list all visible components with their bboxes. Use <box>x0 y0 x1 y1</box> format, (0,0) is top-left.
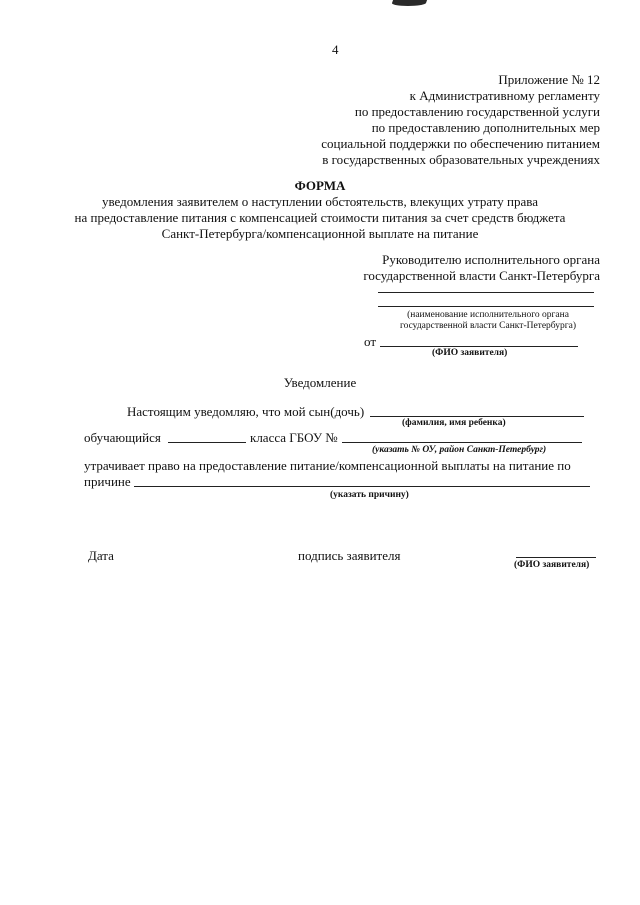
applicant-fio-field[interactable] <box>516 557 596 558</box>
from-label: от <box>364 334 377 349</box>
appendix-line: по предоставлению государственной услуги <box>354 104 600 119</box>
authority-name-field[interactable] <box>378 306 594 307</box>
applicant-name-field[interactable] <box>380 346 578 347</box>
form-subtitle-line: Санкт-Петербурга/компенсационной выплате на питание <box>161 226 479 241</box>
field-hint: (ФИО заявителя) <box>514 560 590 570</box>
reason-field[interactable] <box>134 486 590 487</box>
page-number: 4 <box>332 42 339 57</box>
student-label: обучающийся <box>84 430 161 445</box>
notice-heading: Уведомление <box>283 375 357 390</box>
appendix-line: Приложение № 12 <box>498 72 600 87</box>
class-label: класса ГБОУ № <box>250 430 338 445</box>
authority-name-field[interactable] <box>378 292 594 293</box>
form-title: ФОРМА <box>294 178 346 193</box>
form-subtitle-line: на предоставление питания с компенсацией стоимости питания за счет средств бюджета <box>74 210 566 225</box>
field-hint: (указать причину) <box>330 490 409 500</box>
appendix-line: социальной поддержки по обеспечению питанием <box>321 136 600 151</box>
scan-mark <box>391 0 427 6</box>
class-field[interactable] <box>168 442 246 443</box>
addressee-line: государственной власти Санкт-Петербурга <box>363 268 600 283</box>
field-hint: государственной власти Санкт-Петербурга) <box>399 321 577 331</box>
field-hint: (указать № ОУ, район Санкт-Петербург) <box>372 445 547 455</box>
school-field[interactable] <box>342 442 582 443</box>
signature-label: подпись заявителя <box>298 548 401 563</box>
addressee-line: Руководителю исполнительного органа <box>382 252 600 267</box>
form-subtitle-line: уведомления заявителем о наступлении обстоятельств, влекущих утрату права <box>101 194 539 209</box>
appendix-line: по предоставлению дополнительных мер <box>371 120 600 135</box>
field-hint: (наименование исполнительного органа <box>407 310 569 320</box>
field-hint: (ФИО заявителя) <box>432 348 508 358</box>
child-name-field[interactable] <box>370 416 584 417</box>
reason-label: причине <box>84 474 131 489</box>
notice-text: Настоящим уведомляю, что мой сын(дочь) <box>127 404 365 419</box>
notice-text: утрачивает право на предоставление питание/компенсационной выплаты на питание по <box>84 458 571 473</box>
field-hint: (фамилия, имя ребенка) <box>402 418 506 428</box>
appendix-line: в государственных образовательных учреждениях <box>322 152 600 167</box>
appendix-line: к Административному регламенту <box>409 88 600 103</box>
date-label: Дата <box>88 548 114 563</box>
